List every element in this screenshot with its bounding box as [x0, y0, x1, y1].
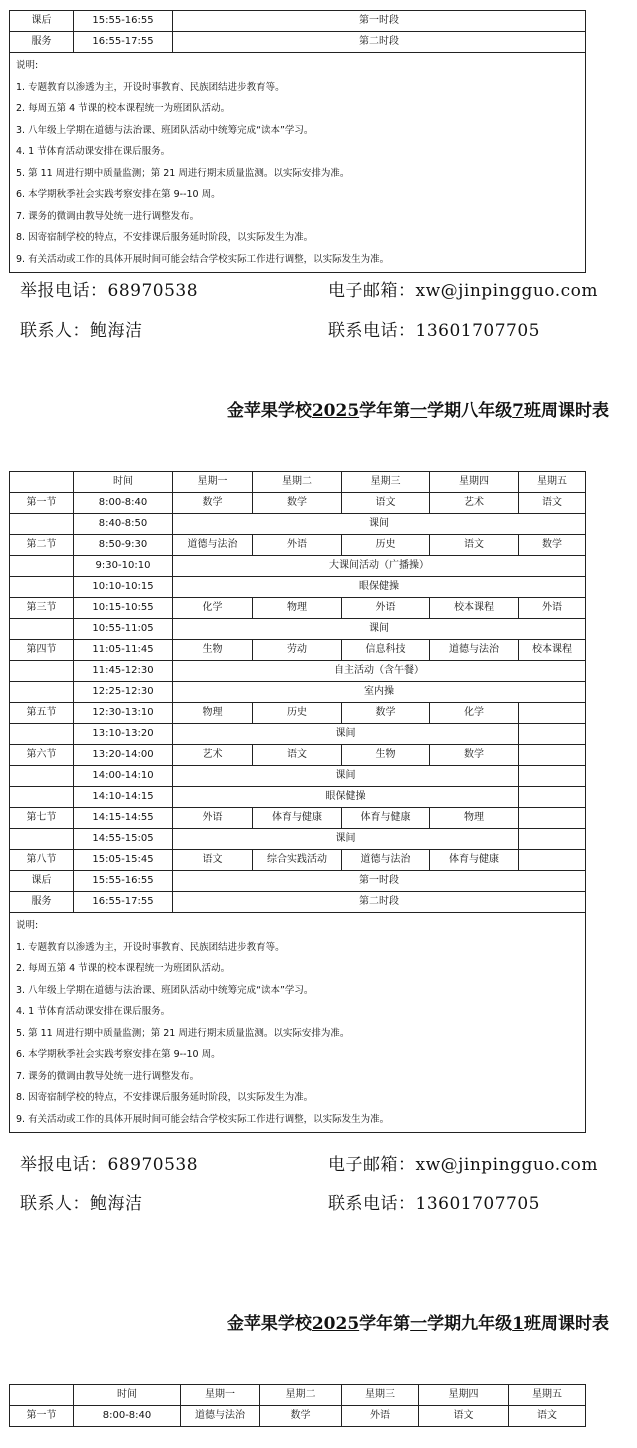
time-cell: 10:15-10:55	[74, 598, 173, 619]
class-cell: 道德与法治	[173, 535, 253, 556]
schedule-table	[9, 471, 586, 1133]
title-part: 学年第	[359, 1314, 411, 1334]
class-cell: 语文	[430, 535, 519, 556]
row-label	[10, 514, 74, 535]
contact-person: 联系人：鲍海洁	[20, 321, 143, 341]
class-cell: 艺术	[430, 493, 519, 514]
row-label	[10, 619, 74, 640]
header-cell: 时间	[74, 472, 173, 493]
title-term: 一	[410, 1314, 428, 1334]
class-cell: 道德与法治	[342, 850, 430, 871]
note-item: 5. 第 11 周进行期中质量监测；第 21 周进行期末质量监测。以实际安排为准。	[16, 1027, 350, 1039]
class-cell: 体育与健康	[430, 850, 519, 871]
time-cell: 8:40-8:50	[74, 514, 173, 535]
title-part: 班周课时表	[524, 401, 609, 421]
class-cell: 历史	[342, 535, 430, 556]
report-phone: 举报电话：68970538	[20, 1155, 199, 1175]
time-cell: 14:15-14:55	[74, 808, 173, 829]
class-cell: 外语	[342, 1406, 419, 1427]
class-cell: 外语	[519, 598, 586, 619]
row-label	[10, 829, 74, 850]
row-label: 服务	[10, 892, 74, 913]
row-label: 第五节	[10, 703, 74, 724]
header-cell: 星期四	[430, 472, 519, 493]
title-class: 7	[512, 401, 524, 421]
class-cell: 外语	[342, 598, 430, 619]
note-item: 8. 因寄宿制学校的特点，不安排课后服务延时阶段，以实际发生为准。	[16, 232, 314, 243]
class-cell: 数学	[253, 493, 342, 514]
class-cell: 道德与法治	[430, 640, 519, 661]
header-cell: 星期三	[342, 1385, 419, 1406]
span-cell: 眼保健操	[173, 787, 519, 808]
class-cell: 信息科技	[342, 640, 430, 661]
header-cell: 星期三	[342, 472, 430, 493]
table-row	[10, 766, 586, 787]
span-cell: 第二时段	[173, 32, 586, 53]
table-row	[10, 493, 586, 514]
title-part: 学年第	[359, 401, 411, 421]
time-cell: 16:55-17:55	[74, 892, 173, 913]
row-label	[10, 724, 74, 745]
header-cell	[10, 1385, 74, 1406]
class-cell	[519, 850, 586, 871]
contact-person: 联系人：鲍海洁	[20, 1194, 143, 1214]
note-item: 1. 专题教育以渗透为主，开设时事教育、民族团结进步教育等。	[16, 941, 285, 953]
class-cell: 生物	[342, 745, 430, 766]
note-item: 2. 每周五第 4 节课的校本课程统一为班团队活动。	[16, 963, 231, 974]
page-title	[227, 396, 609, 421]
note-item: 4. 1 节体育活动课安排在课后服务。	[16, 1006, 171, 1017]
row-label: 第六节	[10, 745, 74, 766]
note-item: 6. 本学期秋季社会实践考察安排在第 9--10 周。	[16, 1049, 221, 1060]
row-label: 第一节	[10, 493, 74, 514]
row-label: 服务	[10, 32, 74, 53]
title-year: 2025	[311, 1314, 360, 1334]
span-cell: 自主活动（含午餐）	[173, 661, 586, 682]
table-row	[10, 535, 586, 556]
span-cell: 眼保健操	[173, 577, 586, 598]
row-label: 第二节	[10, 535, 74, 556]
row-label: 课后	[10, 871, 74, 892]
header-cell: 星期四	[419, 1385, 509, 1406]
empty-cell	[519, 766, 586, 787]
span-cell: 课间	[173, 829, 519, 850]
table-row	[10, 850, 586, 871]
row-label	[10, 682, 74, 703]
span-cell: 室内操	[173, 682, 586, 703]
class-cell	[519, 808, 586, 829]
title-term: 一	[410, 401, 428, 421]
empty-cell	[519, 724, 586, 745]
class-cell: 历史	[253, 703, 342, 724]
span-cell: 第二时段	[173, 892, 586, 913]
table-row	[10, 32, 586, 53]
class-cell: 语文	[253, 745, 342, 766]
time-cell: 10:10-10:15	[74, 577, 173, 598]
note-item: 8. 因寄宿制学校的特点，不安排课后服务延时阶段，以实际发生为准。	[16, 1092, 314, 1103]
table-row	[10, 661, 586, 682]
header-cell: 星期二	[260, 1385, 342, 1406]
class-cell: 体育与健康	[253, 808, 342, 829]
time-cell: 8:00-8:40	[74, 1406, 181, 1427]
row-label: 第三节	[10, 598, 74, 619]
schedule-table	[9, 1384, 586, 1427]
notes-row	[10, 913, 586, 1133]
row-label	[10, 787, 74, 808]
span-cell: 课间	[173, 619, 586, 640]
time-cell: 13:10-13:20	[74, 724, 173, 745]
class-cell: 数学	[342, 703, 430, 724]
class-cell: 校本课程	[430, 598, 519, 619]
time-cell: 9:30-10:10	[74, 556, 173, 577]
note-item: 6. 本学期秋季社会实践考察安排在第 9--10 周。	[16, 189, 221, 200]
class-cell: 道德与法治	[181, 1406, 260, 1427]
class-cell: 数学	[173, 493, 253, 514]
span-cell: 大课间活动（广播操）	[173, 556, 586, 577]
table-row	[10, 724, 586, 745]
title-part: 金苹果学校	[226, 1314, 312, 1334]
class-cell: 数学	[260, 1406, 342, 1427]
span-cell: 第一时段	[173, 11, 586, 32]
page-title	[227, 1309, 609, 1334]
note-item: 3. 八年级上学期在道德与法治课、班团队活动中统筹完成“读本”学习。	[16, 984, 314, 996]
title-part: 金苹果学校	[226, 401, 312, 421]
empty-cell	[519, 787, 586, 808]
row-label: 第七节	[10, 808, 74, 829]
table-row	[10, 871, 586, 892]
table-row	[10, 787, 586, 808]
class-cell: 体育与健康	[342, 808, 430, 829]
time-cell: 11:45-12:30	[74, 661, 173, 682]
table-row	[10, 682, 586, 703]
class-cell: 语文	[509, 1406, 586, 1427]
header-cell: 星期二	[253, 472, 342, 493]
class-cell: 外语	[253, 535, 342, 556]
table-row	[10, 703, 586, 724]
header-cell: 星期五	[519, 472, 586, 493]
table-row	[10, 829, 586, 850]
class-cell: 化学	[430, 703, 519, 724]
span-cell: 课间	[173, 766, 519, 787]
notes-row	[10, 53, 586, 273]
table-row	[10, 808, 586, 829]
notes-heading: 说明:	[16, 920, 39, 931]
note-item: 9. 有关活动或工作的具体开展时间可能会结合学校实际工作进行调整，以实际发生为准。	[16, 253, 390, 265]
time-cell: 13:20-14:00	[74, 745, 173, 766]
title-class: 1	[512, 1314, 524, 1334]
class-cell: 语文	[173, 850, 253, 871]
email: 电子邮箱：xw@jinpingguo.com	[328, 1155, 598, 1175]
span-cell: 课间	[173, 514, 586, 535]
time-cell: 14:55-15:05	[74, 829, 173, 850]
note-item: 7. 课务的微调由教导处统一进行调整发布。	[16, 1070, 200, 1082]
notes-heading: 说明:	[16, 60, 39, 71]
notes-cell	[10, 913, 586, 1133]
class-cell: 语文	[342, 493, 430, 514]
class-cell: 劳动	[253, 640, 342, 661]
header-row	[10, 472, 586, 493]
time-cell: 11:05-11:45	[74, 640, 173, 661]
class-cell: 数学	[519, 535, 586, 556]
time-cell: 16:55-17:55	[74, 32, 173, 53]
class-cell: 物理	[253, 598, 342, 619]
span-cell: 课间	[173, 724, 519, 745]
time-cell: 15:05-15:45	[74, 850, 173, 871]
time-cell: 8:00-8:40	[74, 493, 173, 514]
span-cell: 第一时段	[173, 871, 586, 892]
table-row	[10, 640, 586, 661]
class-cell: 化学	[173, 598, 253, 619]
class-cell: 艺术	[173, 745, 253, 766]
time-cell: 15:55-16:55	[74, 11, 173, 32]
table-row	[10, 556, 586, 577]
class-cell	[519, 745, 586, 766]
table-row	[10, 1406, 586, 1427]
note-item: 4. 1 节体育活动课安排在课后服务。	[16, 146, 171, 157]
class-cell: 语文	[419, 1406, 509, 1427]
title-year: 2025	[311, 401, 360, 421]
row-label	[10, 577, 74, 598]
notes-cell	[10, 53, 586, 273]
note-item: 2. 每周五第 4 节课的校本课程统一为班团队活动。	[16, 103, 231, 114]
class-cell: 物理	[430, 808, 519, 829]
note-item: 3. 八年级上学期在道德与法治课、班团队活动中统筹完成“读本”学习。	[16, 124, 314, 136]
table-row	[10, 745, 586, 766]
top-fragment-table	[9, 10, 586, 273]
time-cell: 14:00-14:10	[74, 766, 173, 787]
time-cell: 8:50-9:30	[74, 535, 173, 556]
class-cell	[519, 703, 586, 724]
email: 电子邮箱：xw@jinpingguo.com	[328, 281, 598, 301]
time-cell: 15:55-16:55	[74, 871, 173, 892]
table-row	[10, 11, 586, 32]
time-cell: 14:10-14:15	[74, 787, 173, 808]
time-cell: 12:30-13:10	[74, 703, 173, 724]
header-cell: 星期五	[509, 1385, 586, 1406]
class-cell: 外语	[173, 808, 253, 829]
table-row	[10, 619, 586, 640]
title-part: 班周课时表	[524, 1314, 609, 1334]
note-item: 7. 课务的微调由教导处统一进行调整发布。	[16, 210, 200, 222]
title-part: 学期八年级	[427, 401, 513, 421]
title-part: 学期九年级	[427, 1314, 513, 1334]
row-label	[10, 766, 74, 787]
note-item: 1. 专题教育以渗透为主，开设时事教育、民族团结进步教育等。	[16, 81, 285, 93]
row-label: 第八节	[10, 850, 74, 871]
class-cell: 校本课程	[519, 640, 586, 661]
row-label	[10, 556, 74, 577]
empty-cell	[519, 829, 586, 850]
header-cell: 时间	[74, 1385, 181, 1406]
table-row	[10, 577, 586, 598]
class-cell: 生物	[173, 640, 253, 661]
contact-phone: 联系电话：13601707705	[328, 321, 540, 341]
note-item: 5. 第 11 周进行期中质量监测；第 21 周进行期末质量监测。以实际安排为准。	[16, 167, 350, 179]
contact-phone: 联系电话：13601707705	[328, 1194, 540, 1214]
note-item: 9. 有关活动或工作的具体开展时间可能会结合学校实际工作进行调整，以实际发生为准。	[16, 1113, 390, 1125]
time-cell: 10:55-11:05	[74, 619, 173, 640]
class-cell: 物理	[173, 703, 253, 724]
table-row	[10, 514, 586, 535]
header-row	[10, 1385, 586, 1406]
class-cell: 语文	[519, 493, 586, 514]
row-label	[10, 661, 74, 682]
time-cell: 12:25-12:30	[74, 682, 173, 703]
header-cell: 星期一	[173, 472, 253, 493]
row-label: 第一节	[10, 1406, 74, 1427]
header-cell: 星期一	[181, 1385, 260, 1406]
header-cell	[10, 472, 74, 493]
table-row	[10, 598, 586, 619]
report-phone: 举报电话：68970538	[20, 281, 199, 301]
table-row	[10, 892, 586, 913]
row-label: 课后	[10, 11, 74, 32]
class-cell: 数学	[430, 745, 519, 766]
row-label: 第四节	[10, 640, 74, 661]
class-cell: 综合实践活动	[253, 850, 342, 871]
